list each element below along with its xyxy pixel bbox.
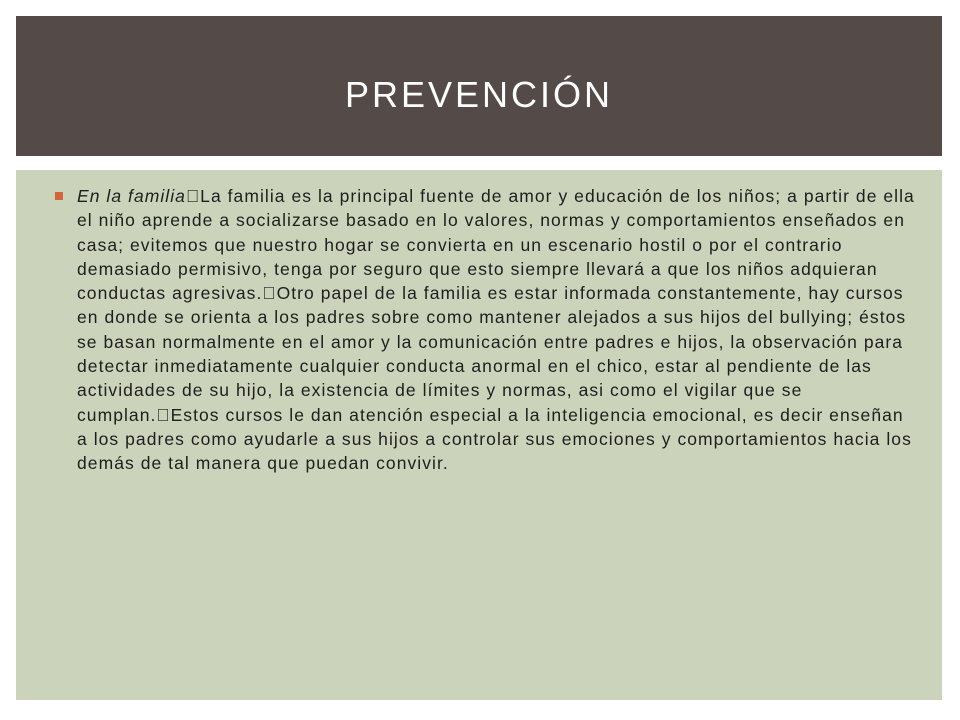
- bullet-separator: [185, 186, 192, 206]
- slide-title: PREVENCIÓN: [345, 74, 614, 115]
- square-bullet-icon: [55, 192, 63, 200]
- bullet-body: La familia es la principal fuente de amor y educación de los niños; a partir de ella el niño aprende a socializarse basado en lo valores, normas y comportamientos enseñados en casa; evitemos que nuestro hogar se convierta en un escenario hostil o por el contrario demasiado permisivo, tenga por seguro que esto siempre llevará a que los niños adquieran conductas agresivas. Otro papel de la familia es estar informada constantemente, hay cursos en donde se orienta a los padres sobre como mantener alejados a sus hijos del bullying; éstos se basan normalmente en el amor y la comunicación entre padres e hijos, la observación para detectar inmediatamente cualquier conducta anormal en el chico, estar al pendiente de las actividades de su hijo, la existencia de límites y normas, asi como el vigilar que se cumplan. Estos cursos le dan atención especial a la inteligencia emocional, es decir enseñan a los padres como ayudarle a sus hijos a controlar sus emociones y comportamientos hacia los demás de tal manera que puedan convivir.: [77, 186, 907, 474]
- bullet-item: [55, 184, 915, 476]
- bullet-lead: En la familia: [77, 186, 186, 206]
- bullet-text: [77, 184, 915, 476]
